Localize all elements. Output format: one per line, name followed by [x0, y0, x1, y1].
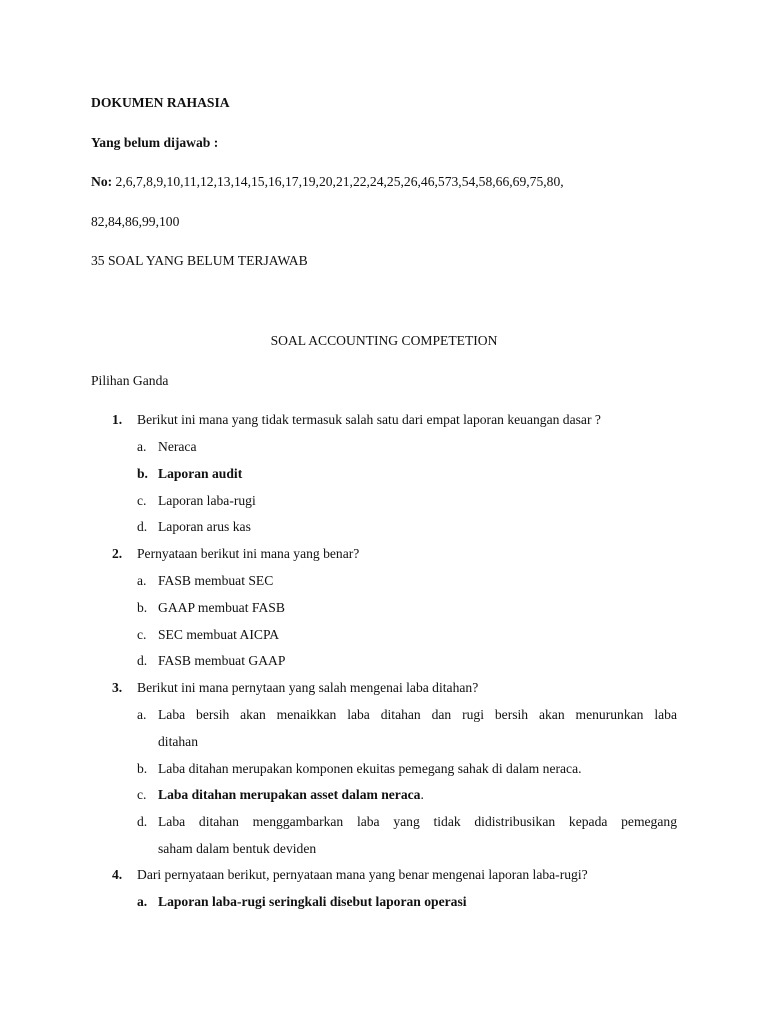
question-number: 4.	[112, 867, 123, 882]
question-number: 3.	[112, 680, 123, 695]
numbers-list-1: 2,6,7,8,9,10,11,12,13,14,15,16,17,19,20,21,22,24,25,26,46,573,54,58,66,69,75,80,	[112, 174, 564, 189]
option-letter: a.	[137, 439, 147, 454]
option-text: GAAP membuat FASB	[158, 600, 285, 615]
option-letter: d.	[137, 814, 148, 829]
option-letter: c.	[137, 627, 147, 642]
question-text: Berikut ini mana yang tidak termasuk salah satu dari empat laporan keuangan dasar ?	[137, 412, 601, 427]
option-text: Laba bersih akan menaikkan laba ditahan dan rugi bersih akan menurunkan laba	[158, 707, 677, 722]
option-letter-answer: a.	[137, 894, 148, 909]
option-letter: b.	[137, 761, 148, 776]
option-letter: d.	[137, 519, 148, 534]
option-text: FASB membuat GAAP	[158, 653, 286, 668]
option-letter: a.	[137, 707, 147, 722]
option-text: SEC membuat AICPA	[158, 627, 280, 642]
option-text: Laba ditahan merupakan komponen ekuitas pemegang sahak di dalam neraca.	[158, 761, 582, 776]
option-text-suffix: .	[420, 787, 424, 802]
option-text-answer: Laporan audit	[158, 466, 243, 481]
question-number: 2.	[112, 546, 123, 561]
option-text-answer-line	[158, 786, 677, 804]
question-text: Pernyataan berikut ini mana yang benar?	[137, 546, 360, 561]
unanswered-numbers-line-2: 82,84,86,99,100	[91, 214, 180, 229]
question-text: Dari pernyataan berikut, pernyataan mana yang benar mengenai laporan laba-rugi?	[137, 867, 588, 882]
question-text: Berikut ini mana pernytaan yang salah mengenai laba ditahan?	[137, 680, 479, 695]
section-subtitle: Pilihan Ganda	[91, 373, 169, 388]
option-letter: b.	[137, 600, 148, 615]
option-text: Laba ditahan menggambarkan laba yang tidak didistribusikan kepada pemegang	[158, 814, 677, 829]
option-letter-answer: b.	[137, 466, 148, 481]
option-text: Neraca	[158, 439, 197, 454]
option-text: Laporan laba-rugi	[158, 493, 256, 508]
option-text-continuation: saham dalam bentuk deviden	[158, 841, 317, 856]
option-letter: d.	[137, 653, 148, 668]
option-text: Laporan arus kas	[158, 519, 251, 534]
unanswered-numbers-line-1	[91, 173, 564, 191]
numbers-label: No:	[91, 174, 113, 189]
option-text-answer: Laba ditahan merupakan asset dalam neraca	[158, 787, 421, 802]
unanswered-label: Yang belum dijawab :	[91, 135, 219, 150]
question-number: 1.	[112, 412, 123, 427]
unanswered-count: 35 SOAL YANG BELUM TERJAWAB	[91, 253, 308, 268]
option-letter: a.	[137, 573, 147, 588]
option-letter: c.	[137, 787, 147, 802]
option-letter: c.	[137, 493, 147, 508]
section-title: SOAL ACCOUNTING COMPETETION	[270, 333, 498, 348]
option-text: FASB membuat SEC	[158, 573, 274, 588]
option-text-answer: Laporan laba-rugi seringkali disebut laporan operasi	[158, 894, 467, 909]
option-text-continuation: ditahan	[158, 734, 199, 749]
document-title: DOKUMEN RAHASIA	[91, 95, 230, 110]
